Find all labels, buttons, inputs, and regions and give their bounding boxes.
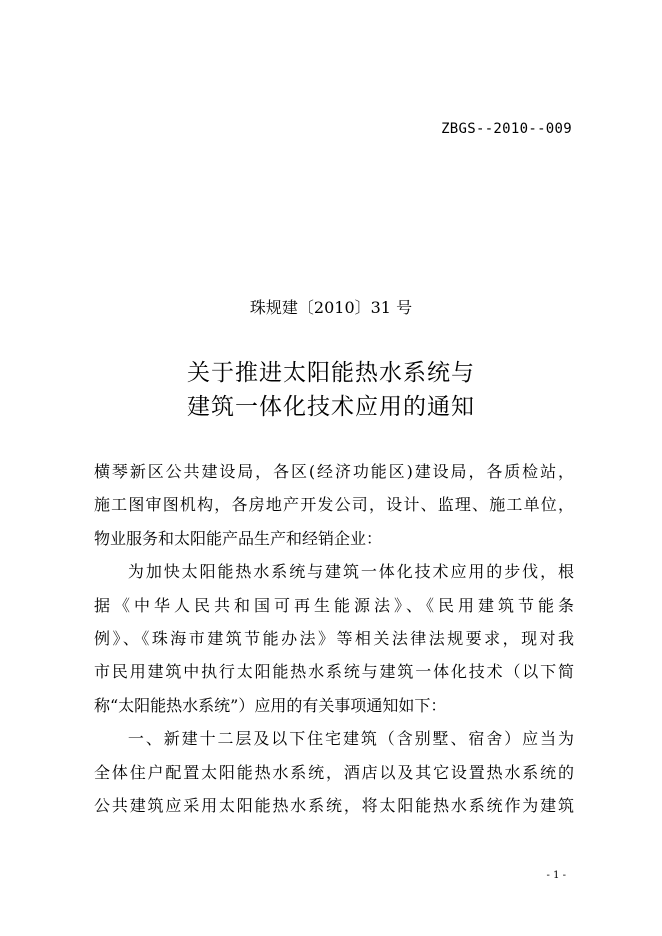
- title-line-1: 关于推进太阳能热水系统与: [187, 360, 475, 386]
- body-line: 横琴新区公共建设局，各区(经济功能区)建设局，各质检站，: [94, 462, 574, 481]
- body-line-text: 一、新建十二层及以下住宅建筑（含别墅、宿舍）应当为: [126, 729, 574, 749]
- body-line: 例》、《珠海市建筑节能办法》等相关法律法规要求，现对我: [94, 628, 574, 648]
- body-line-indented: [94, 722, 574, 755]
- body-line: 物业服务和太阳能产品生产和经销企业：: [94, 528, 383, 548]
- body-line: 据《中华人民共和国可再生能源法》、《民用建筑节能条: [94, 595, 574, 615]
- body-line: 全体住户配置太阳能热水系统，酒店以及其它设置热水系统的: [94, 762, 574, 782]
- body-line: 施工图审图机构，各房地产开发公司，设计、监理、施工单位，: [94, 495, 574, 515]
- body-line: 称“太阳能热水系统”）应用的有关事项通知如下：: [94, 695, 447, 715]
- body-line-indented: [94, 555, 574, 588]
- body-line-text: 为加快太阳能热水系统与建筑一体化技术应用的步伐，根: [126, 562, 574, 582]
- body-line: 公共建筑应采用太阳能热水系统，将太阳能热水系统作为建筑: [94, 795, 574, 815]
- page-number: - 1 -: [546, 870, 566, 881]
- file-number: 珠规建〔2010〕31 号: [249, 298, 413, 317]
- title-line-2: 建筑一体化技术应用的通知: [187, 394, 475, 420]
- document-body: [94, 455, 574, 822]
- document-title: [0, 356, 662, 424]
- body-line: 市民用建筑中执行太阳能热水系统与建筑一体化技术（以下简: [94, 662, 574, 682]
- document-number: ZBGS--2010--009: [441, 121, 572, 137]
